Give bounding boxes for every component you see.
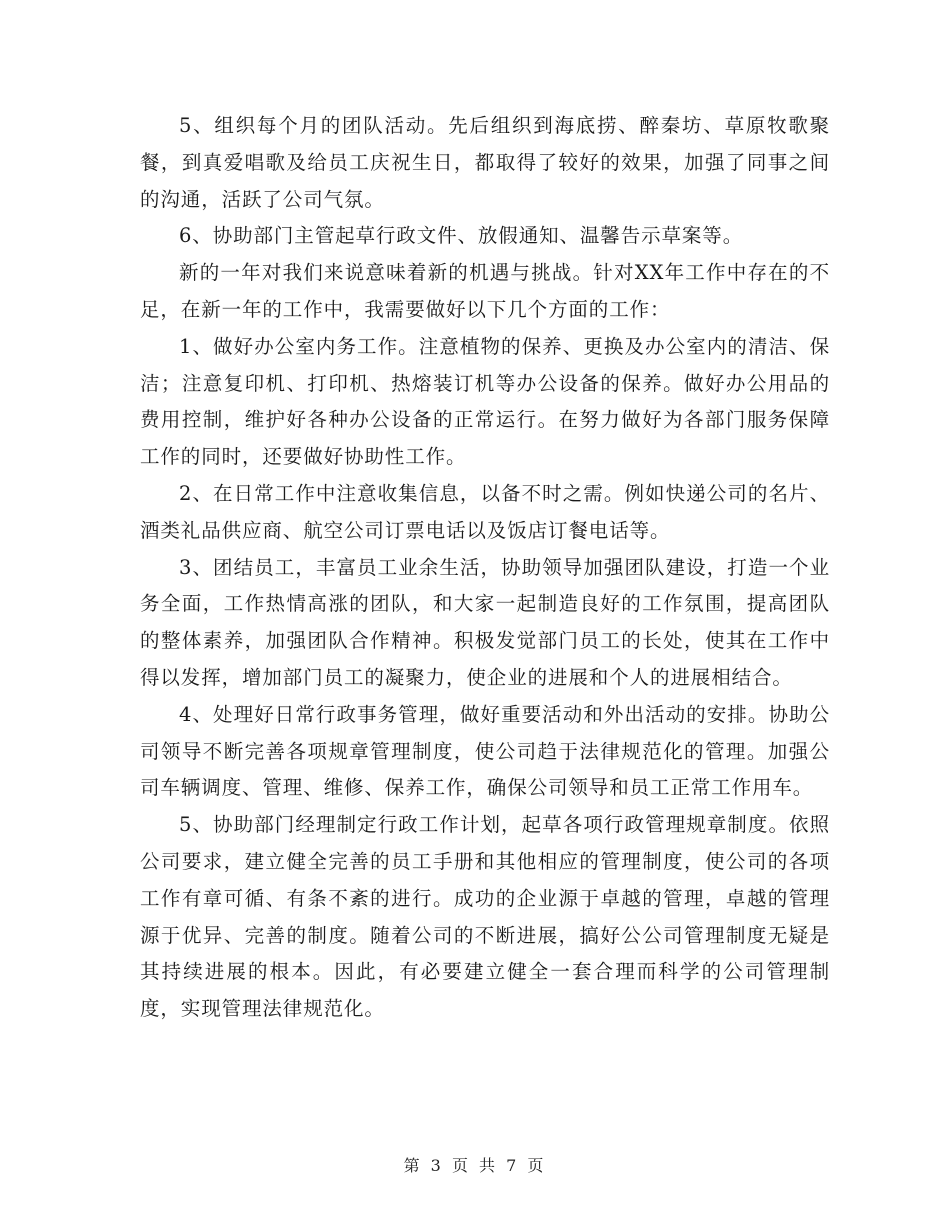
paragraph-new-year: 新的一年对我们来说意味着新的机遇与挑战。针对XX年工作中存在的不足，在新一年的工作中，我需要做好以下几个方面的工作： xyxy=(140,261,830,321)
paragraph-drafting: 6、协助部门主管起草行政文件、放假通知、温馨告示草案等。 xyxy=(179,224,744,248)
paragraph-admin-management: 4、处理好日常行政事务管理，做好重要活动和外出活动的安排。协助公司领导不断完善各项规章管理制度，使公司趋于法律规范化的管理。加强公司车辆调度、管理、维修、保养工作，确保公司领导和员工正常工作用车。 xyxy=(140,702,830,800)
paragraph-team-building: 3、团结员工，丰富员工业余生活，协助领导加强团队建设，打造一个业务全面，工作热情高涨的团队，和大家一起制造良好的工作氛围，提高团队的整体素养，加强团队合作精神。积极发觉部门员工的长处，使其在工作中得以发挥，增加部门员工的凝聚力，使企业的进展和个人的进展相结合。 xyxy=(140,555,830,689)
paragraph-collect-info: 2、在日常工作中注意收集信息，以备不时之需。例如快递公司的名片、酒类礼品供应商、航空公司订票电话以及饭店订餐电话等。 xyxy=(140,481,830,542)
page-number-footer xyxy=(0,1153,950,1176)
document-body xyxy=(140,108,830,1028)
paragraph-office-affairs: 1、做好办公室内务工作。注意植物的保养、更换及办公室内的清洁、保洁；注意复印机、打印机、热熔装订机等办公设备的保养。做好办公用品的费用控制，维护好各种办公设备的正常运行。在努力做好为各部门服务保障工作的同时，还要做好协助性工作。 xyxy=(140,334,830,469)
paragraph-work-plan: 5、协助部门经理制定行政工作计划，起草各项行政管理规章制度。依照公司要求，建立健全完善的员工手册和其他相应的管理制度，使公司的各项工作有章可循、有条不紊的进行。成功的企业源于卓越的管理，卓越的管理源于优异、完善的制度。随着公司的不断进展，搞好公公司管理制度无疑是其持续进展的根本。因此，有必要建立健全一套合理而科学的公司管理制度，实现管理法律规范化。 xyxy=(140,813,830,1021)
page-number-label: 第 3 页 共 7 页 xyxy=(403,1156,547,1175)
paragraph-activities: 5、组织每个月的团队活动。先后组织到海底捞、醉秦坊、草原牧歌聚餐，到真爱唱歌及给员工庆祝生日，都取得了较好的效果，加强了同事之间的沟通，活跃了公司气氛。 xyxy=(140,114,830,211)
